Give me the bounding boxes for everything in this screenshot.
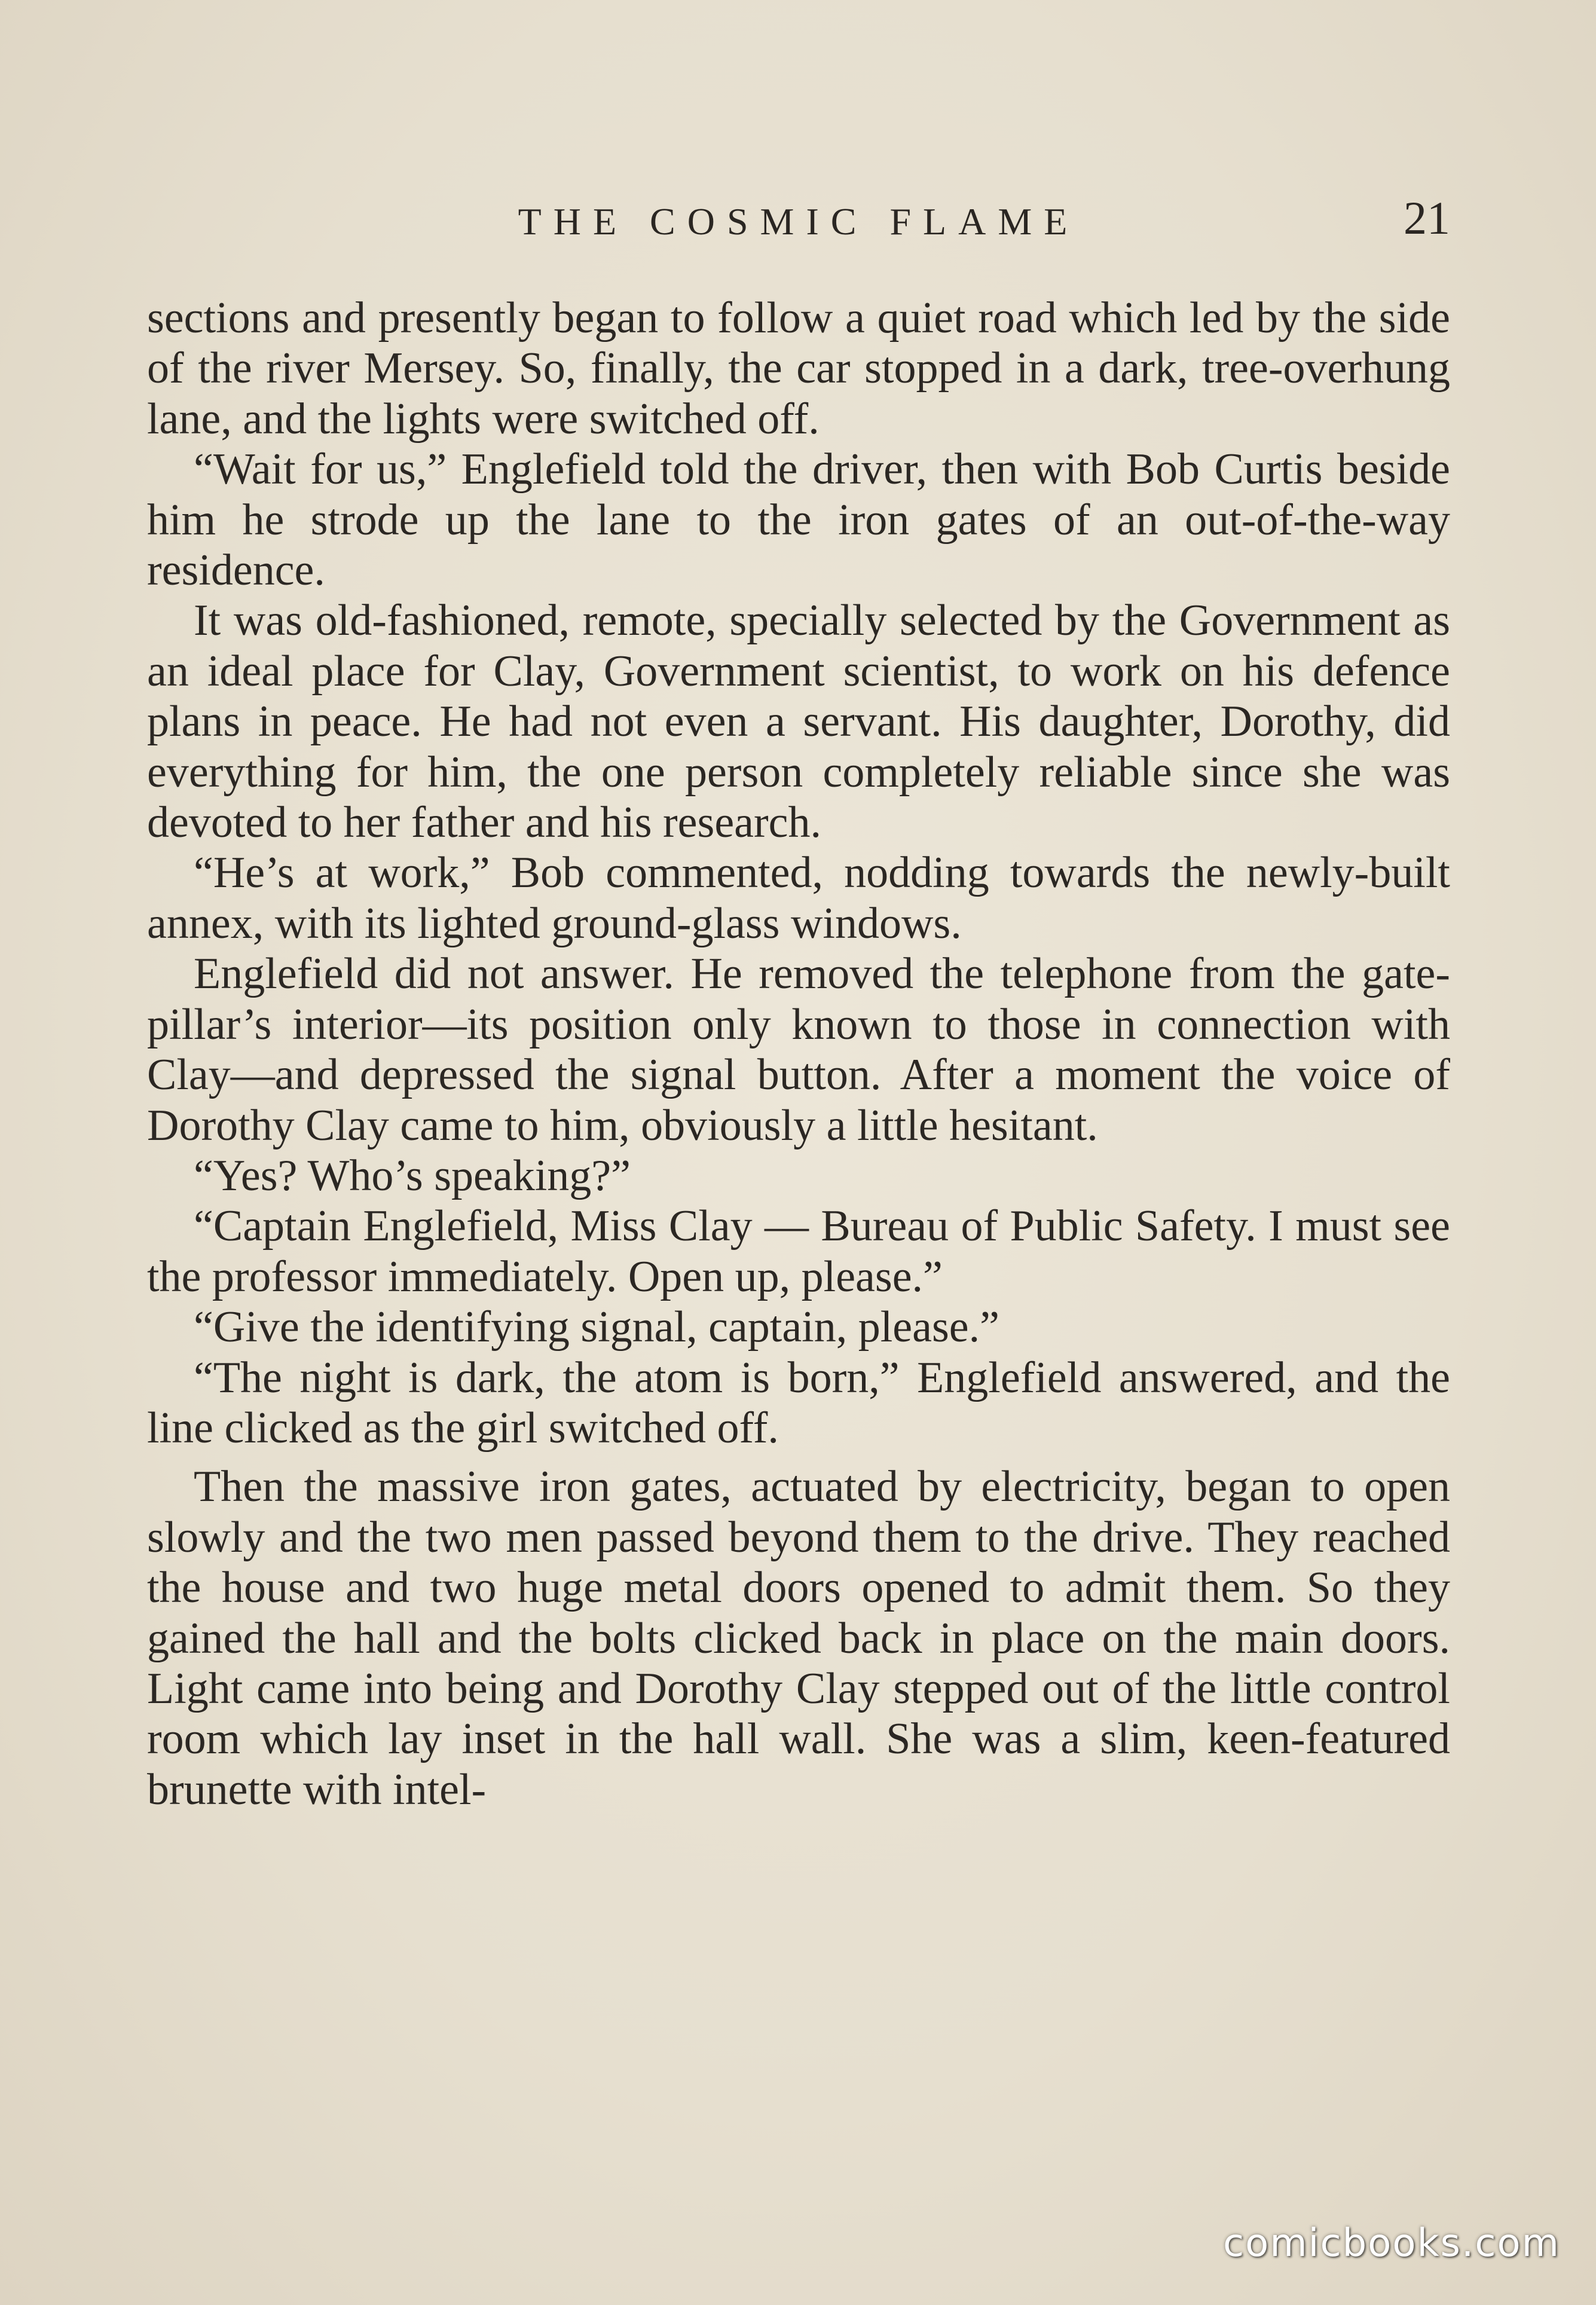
paragraph-10: Then the massive iron gates, actuated by electricity, began to open slowly and the two men passed beyond them to the drive. They reached the house and two huge metal doors opened to admit them. So they gained the hall and the bolts clicked back in place on the main doors. Light came into being and Dorothy Clay stepped out of the little control room which lay inset in the hall wall. She was a slim, keen-featured brunette with intel- bbox=[147, 1462, 1450, 1814]
paragraph-2: “Wait for us,” Englefield told the driver, then with Bob Curtis beside him he strode up the lane to the iron gates of an out-of-the-way residence. bbox=[147, 445, 1450, 595]
running-title: THE COSMIC FLAME bbox=[518, 200, 1080, 243]
paragraph-8: “Give the identifying signal, captain, please.” bbox=[194, 1303, 999, 1352]
paragraph-4: “He’s at work,” Bob commented, nodding towards the newly-built annex, with its lighted ground-glass windows. bbox=[147, 848, 1450, 948]
paragraph-1: sections and presently began to follow a quiet road which led by the side of the river Mersey. So, finally, the car stopped in a dark, tree-overhung lane, and the lights were switched off. bbox=[147, 294, 1450, 444]
paragraph-5: Englefield did not answer. He removed the telephone from the gate-pillar’s interior—its position only known to those in connection with Clay—and depressed the signal button. After a moment the voice of Dorothy Clay came to him, obviously a little hesitant. bbox=[147, 949, 1450, 1150]
watermark: comicbooks.com bbox=[1222, 2221, 1560, 2266]
paragraph-3: It was old-fashioned, remote, specially selected by the Government as an ideal place for Clay, Government scientist, to work on his defence plans in peace. He had not even a servant. His daughter, Dorothy, did everything for him, the one person completely reliable since she was devoted to her father and his research. bbox=[147, 596, 1450, 848]
paragraph-7: “Captain Englefield, Miss Clay — Bureau of Public Safety. I must see the professor immediately. Open up, please.” bbox=[147, 1202, 1450, 1301]
paragraph-6: “Yes? Who’s speaking?” bbox=[194, 1151, 631, 1200]
body-text bbox=[147, 293, 1450, 1815]
paragraph-9: “The night is dark, the atom is born,” Englefield answered, and the line clicked as the girl switched off. bbox=[147, 1353, 1450, 1453]
page-header bbox=[147, 191, 1450, 257]
page-number: 21 bbox=[1404, 192, 1450, 244]
